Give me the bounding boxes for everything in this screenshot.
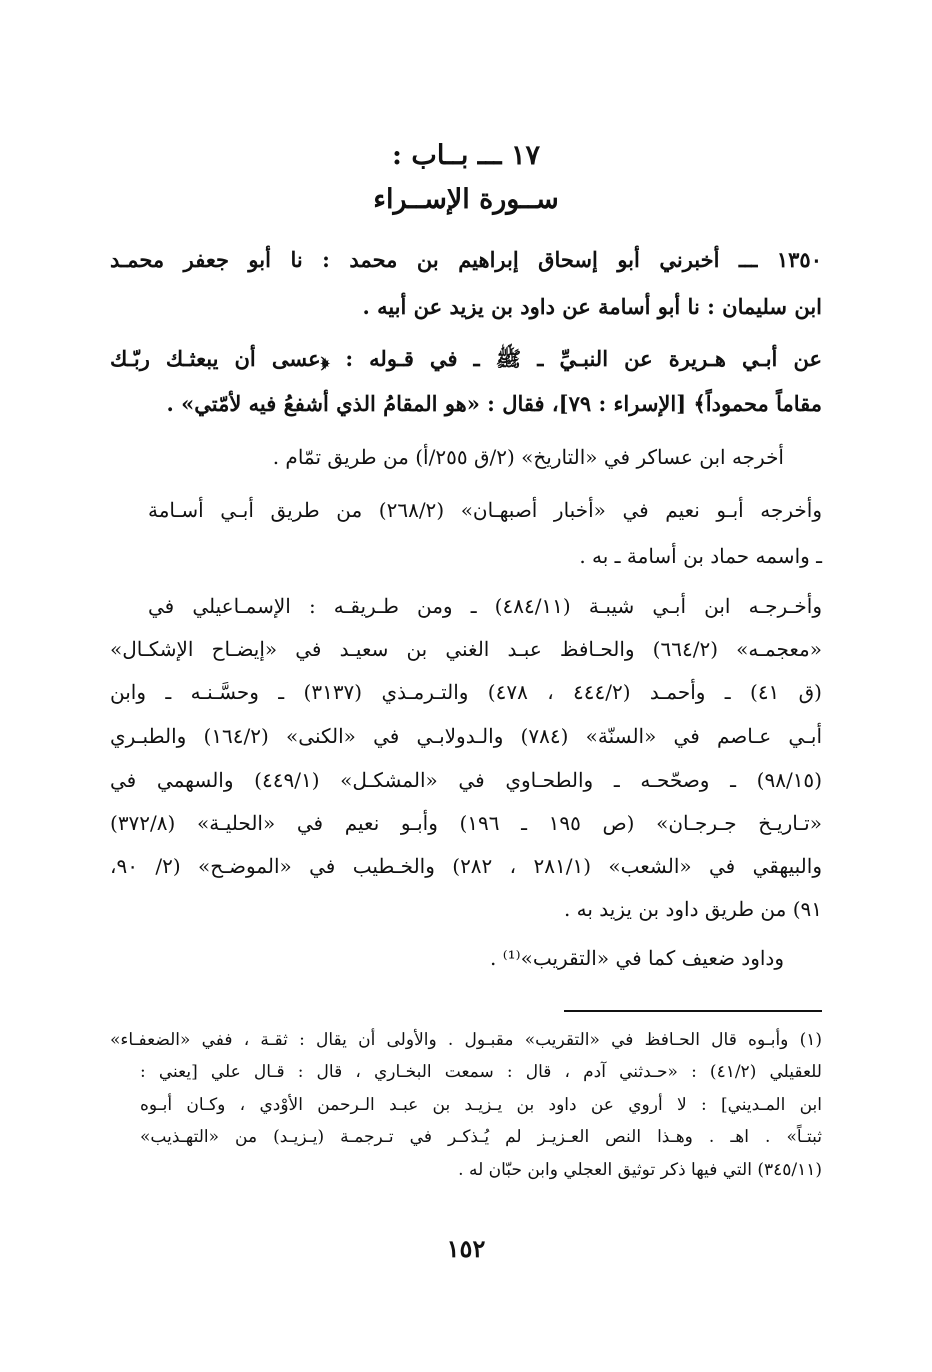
hadith-isnad-line: ابن سليمان : نا أبو أسامة عن داود بن يزيد عن أبيه . bbox=[362, 294, 822, 319]
takhrij-line: وأخـرجـه ابن أبـي شيبـة (٤٨٤/١١) ـ ومن طـريقـه : الإسمـاعيلي في bbox=[148, 594, 822, 618]
footnote-separator bbox=[564, 1010, 822, 1012]
footnote-line: ثبتـاً» . اهـ . وهـذا النص العـزيـز لم يُـذكـر في تـرجمـة (يـزيـد) من «التهـذيب» bbox=[140, 1127, 822, 1147]
takhrij-line: «تـاريـخ جـرجـان» (ص ١٩٥ ـ ١٩٦) وأبـو نعيم في «الحليـة» (٣٧٢/٨) bbox=[110, 811, 822, 835]
takhrij-line: وأخرجه أبـو نعيم في «أخبار أصبهـان» (٢٦٨/٢) من طريق أبـي أسـامة bbox=[148, 498, 822, 522]
takhrij-line: أبـي عـاصم في «السنّة» (٧٨٤) والـدولابـي في «الكنى» (١٦٤/٢) والطبـري bbox=[110, 724, 822, 748]
footnote-line: (٣٤٥/١١) التي فيها ذكر توثيق العجلي وابن حبّان له . bbox=[458, 1160, 822, 1180]
takhrij-line: (ق ٤١) ـ وأحمـد (٤٤٤/٢ ، ٤٧٨) والتـرمـذي (٣١٣٧) ـ وحسَّـنـه ـ وابن bbox=[110, 680, 822, 704]
hadith-isnad-line: ١٣٥٠ ـــ أخبرني أبو إسحاق إبراهيم بن محمد : نا أبو جعفر محمـد bbox=[110, 247, 822, 272]
chapter-heading: ١٧ ـــ بــاب : bbox=[392, 140, 540, 171]
takhrij-line: والبيهقي في «الشعب» (٢٨١/١ ، ٢٨٢) والخـطيب في «الموضـح» (٢/ ٩٠، bbox=[110, 854, 822, 878]
footnote-line: ابن المـديني] : لا أروي عن داود بن يـزيـد بن عبـد الـرحمن الأوْدي ، وكـان أبـوه bbox=[140, 1095, 822, 1115]
hadith-matn-line: مقاماً محموداً﴾ [الإسراء : ٧٩]، فقال : «هو المقامُ الذي أشفعُ فيه لأمّتي» . bbox=[166, 391, 822, 416]
takhrij-line: «معجمـه» (٦٦٤/٢) والحـافظ عبـد الغني بن سعيـد في «إيضـاح الإشكـال» bbox=[110, 637, 822, 661]
chapter-title: ســورة الإســراء bbox=[373, 184, 559, 215]
ruling-line: وداود ضعيف كما في «التقريب»⁽¹⁾ . bbox=[490, 946, 784, 970]
footnote-line: للعقيلي (٤١/٢) : «حـدثني آدم ، قال : سمعت البخـاري ، قال : قـال علي [يعني : bbox=[140, 1062, 822, 1082]
hadith-matn-line: عن أبـي هـريرة عن النبـيِّ ـ ﷺ ـ في قـوله : ﴿عسى أن يبعثـك ربّـك bbox=[110, 346, 822, 371]
takhrij-line: أخرجه ابن عساكر في «التاريخ» (٢/ق ٢٥٥/أ) من طريق تمّام . bbox=[272, 445, 784, 469]
takhrij-line: ٩١) من طريق داود بن يزيد به . bbox=[563, 897, 822, 921]
footnote-line: (١) وأبـوه قال الحـافظ في «التقريب» مقبـول . والأولى أن يقال : ثقـة ، ففي «الضعفـاء» bbox=[110, 1030, 822, 1050]
page-number: ١٥٢ bbox=[446, 1234, 486, 1263]
takhrij-line: (٩٨/١٥) ـ وصحّحـه ـ والطحـاوي في «المشكـل» (٤٤٩/١) والسهمي في bbox=[110, 768, 822, 792]
takhrij-line: ـ واسمه حماد بن أسامة ـ به . bbox=[579, 544, 822, 568]
